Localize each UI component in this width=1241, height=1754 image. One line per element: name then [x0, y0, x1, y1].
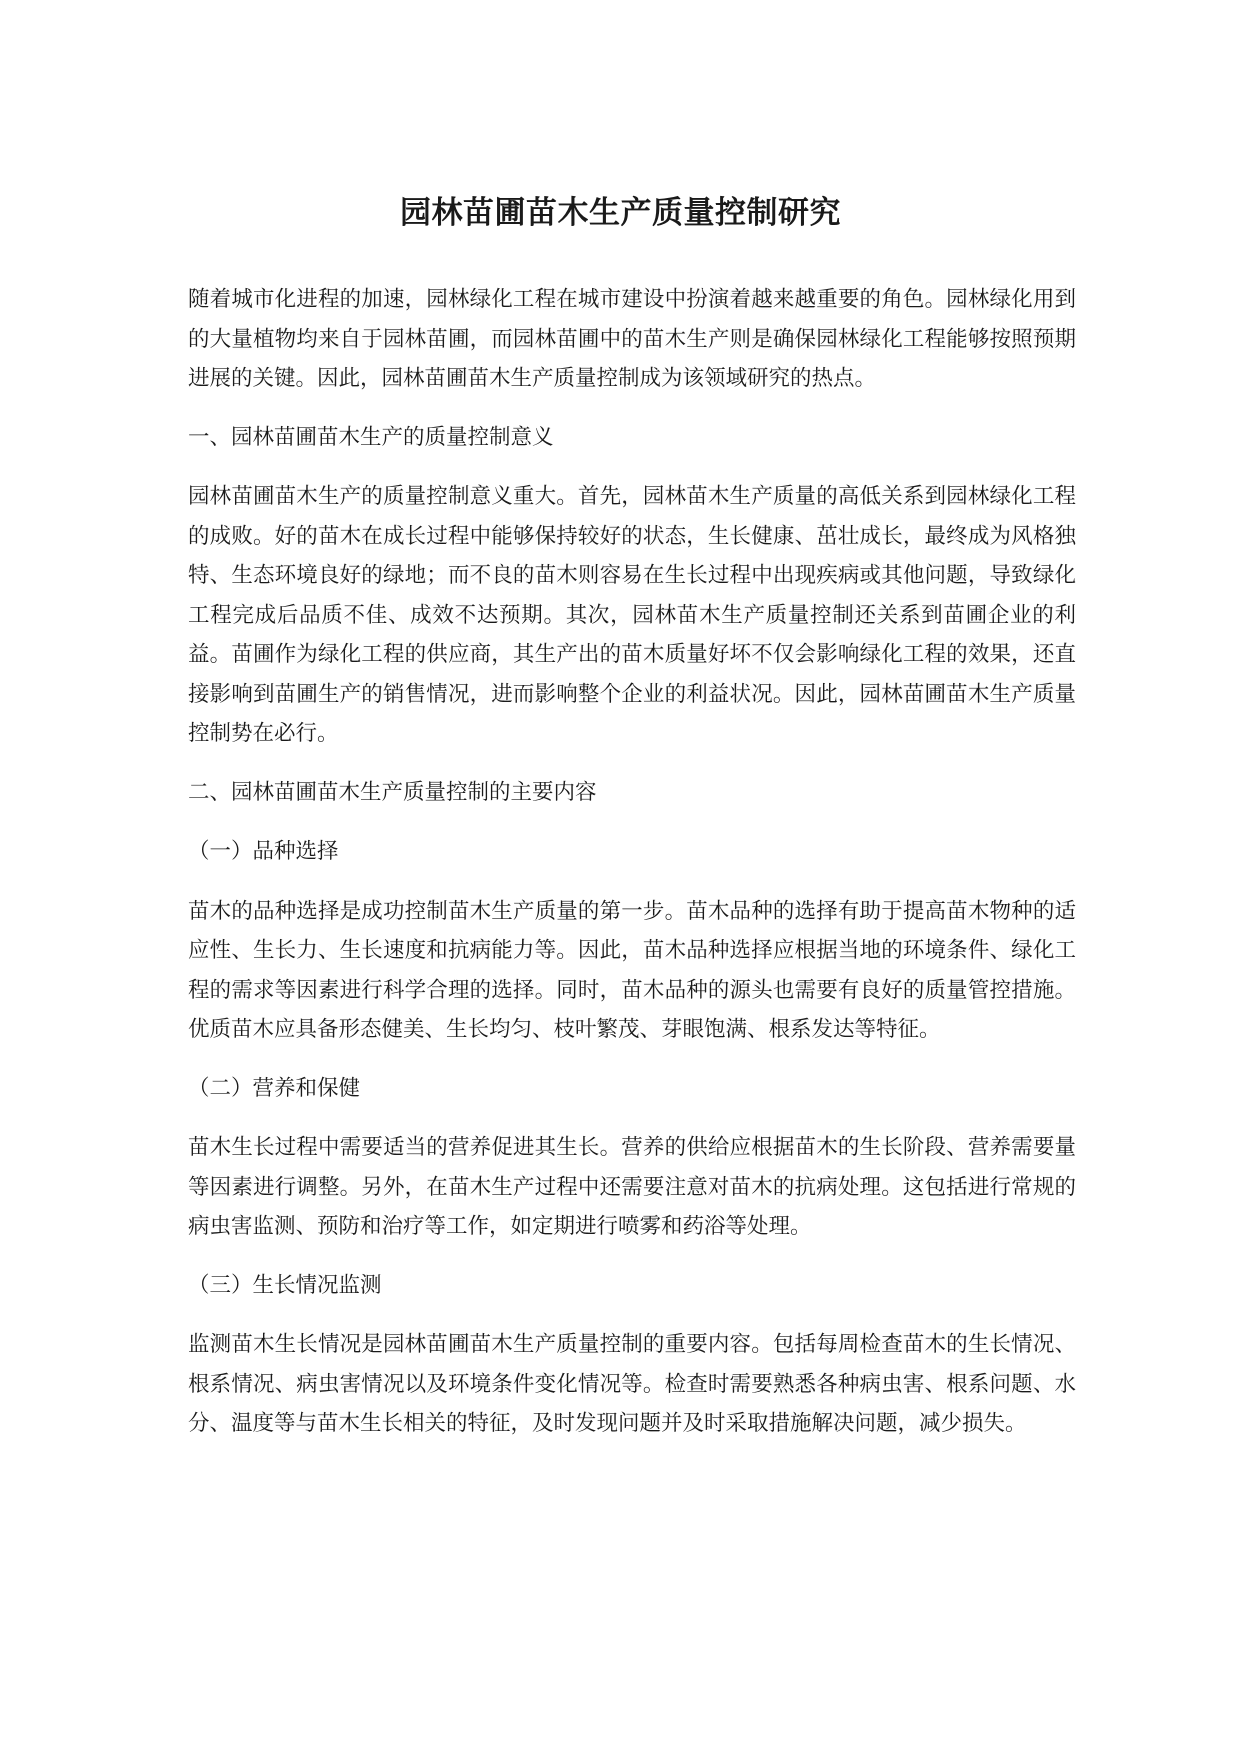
paragraph-nutrition: 苗木生长过程中需要适当的营养促进其生长。营养的供给应根据苗木的生长阶段、营养需要量等因素进行调整。另外，在苗木生产过程中还需要注意对苗木的抗病处理。这包括进行常规的病虫害监测、预防和治疗等工作，如定期进行喷雾和药浴等处理。 [188, 1135, 1076, 1239]
document-body [188, 280, 1076, 1463]
subsection-heading-nutrition: （二）营养和保健 [188, 1075, 361, 1101]
paragraph-monitoring: 监测苗木生长情况是园林苗圃苗木生产质量控制的重要内容。包括每周检查苗木的生长情况、根系情况、病虫害情况以及环境条件变化情况等。检查时需要熟悉各种病虫害、根系问题、水分、温度等与苗木生长相关的特征，及时发现问题并及时采取措施解决问题，减少损失。 [188, 1332, 1076, 1436]
paragraph-variety: 苗木的品种选择是成功控制苗木生产质量的第一步。苗木品种的选择有助于提高苗木物种的适应性、生长力、生长速度和抗病能力等。因此，苗木品种选择应根据当地的环境条件、绿化工程的需求等因素进行科学合理的选择。同时，苗木品种的源头也需要有良好的质量管控措施。优质苗木应具备形态健美、生长均匀、枝叶繁茂、芽眼饱满、根系发达等特征。 [188, 898, 1076, 1042]
subsection-heading-monitoring: （三）生长情况监测 [188, 1272, 382, 1298]
subsection-heading-variety: （一）品种选择 [188, 839, 339, 864]
paragraph-intro: 随着城市化进程的加速，园林绿化工程在城市建设中扮演着越来越重要的角色。园林绿化用到的大量植物均来自于园林苗圃，而园林苗圃中的苗木生产则是确保园林绿化工程能够按照预期进展的关键。因此，园林苗圃苗木生产质量控制成为该领域研究的热点。 [188, 287, 1076, 391]
section-heading-1: 一、园林苗圃苗木生产的质量控制意义 [188, 424, 554, 450]
paragraph-significance: 园林苗圃苗木生产的质量控制意义重大。首先，园林苗木生产质量的高低关系到园林绿化工程的成败。好的苗木在成长过程中能够保持较好的状态，生长健康、茁壮成长，最终成为风格独特、生态环境良好的绿地；而不良的苗木则容易在生长过程中出现疾病或其他问题，导致绿化工程完成后品质不佳、成效不达预期。其次，园林苗木生产质量控制还关系到苗圃企业的利益。苗圃作为绿化工程的供应商，其生产出的苗木质量好坏不仅会影响绿化工程的效果，还直接影响到苗圃生产的销售情况，进而影响整个企业的利益状况。因此，园林苗圃苗木生产质量控制势在必行。 [188, 484, 1076, 746]
document-title: 园林苗圃苗木生产质量控制研究 [400, 194, 841, 231]
section-heading-2: 二、园林苗圃苗木生产质量控制的主要内容 [188, 779, 597, 805]
